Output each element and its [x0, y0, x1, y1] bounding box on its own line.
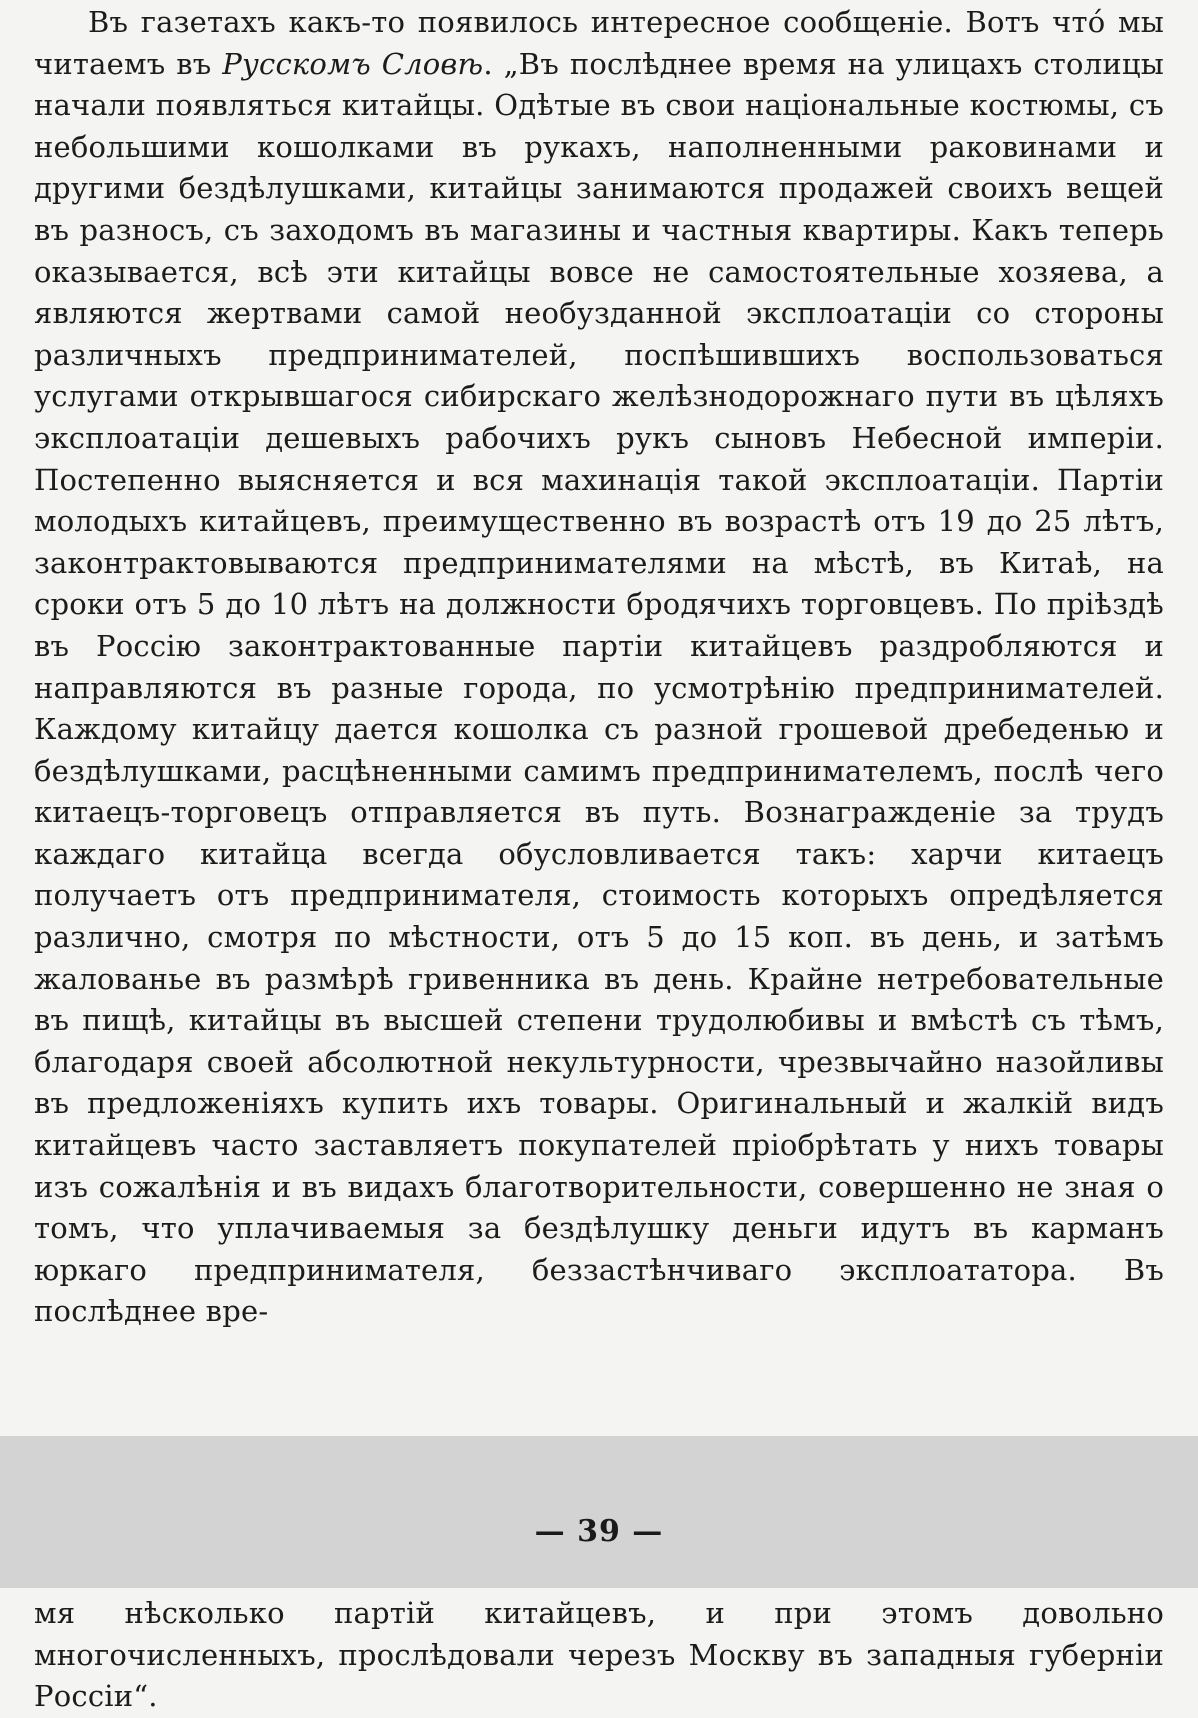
- page-number: — 39 —: [534, 1514, 664, 1549]
- page-break-band: [0, 1436, 1198, 1588]
- continuation-paragraph: мя нѣсколько партій китайцевъ, и при этомъ довольно многочисленныхъ, прослѣдовали черезъ Москву въ западныя губерніи Россіи“.: [34, 1596, 1164, 1714]
- paragraph-intro: Въ газетахъ какъ-то появилось интересное сообщеніе. Вотъ что́ мы читаемъ въ: [34, 5, 1164, 81]
- main-paragraph: [34, 2, 1164, 1333]
- paragraph-body: . „Въ послѣднее время на улицахъ столицы начали появляться китайцы. Одѣтые въ свои національные костюмы, съ небольшими кошолками въ рукахъ, наполненными раковинами и другими бездѣлушками, китайцы занимаются продажей своихъ вещей въ разносъ, съ заходомъ въ магазины и частныя квартиры. Какъ теперь оказывается, всѣ эти китайцы вовсе не самостоятельные хозяева, а являются жертвами самой необузданной эксплоатаціи со стороны различныхъ предпринимателей, поспѣшившихъ воспользоваться услугами открывшагося сибирскаго желѣзнодорожнаго пути въ цѣляхъ эксплоатаціи дешевыхъ рабочихъ рукъ сыновъ Небесной имперіи. Постепенно выясняется и вся махинація такой эксплоатаціи. Партіи молодыхъ китайцевъ, преимущественно въ возрастѣ отъ 19 до 25 лѣтъ, законтрактовываются предпринимателями на мѣстѣ, въ Китаѣ, на сроки отъ 5 до 10 лѣтъ на должности бродячихъ торговцевъ. По пріѣздѣ въ Россію законтрактованные партіи китайцевъ раздробляются и направляются въ разные города, по усмотрѣнію предпринимателей. Каждому китайцу дается кошолка съ разной грошевой дребеденью и бездѣлушками, расцѣненными самимъ предпринимателемъ, послѣ чего китаецъ-торговецъ отправляется въ путь. Вознагражденіе за трудъ каждаго китайца всегда обусловливается такъ: харчи китаецъ получаетъ отъ предпринимателя, стоимость которыхъ опредѣляется различно, смотря по мѣстности, отъ 5 до 15 коп. въ день, и затѣмъ жалованье въ размѣрѣ гривенника въ день. Крайне нетребовательные въ пищѣ, китайцы въ высшей степени трудолюбивы и вмѣстѣ съ тѣмъ, благодаря своей абсолютной некультурности, чрезвычайно назойливы въ предложеніяхъ купить ихъ товары. Оригинальный и жалкій видъ китайцевъ часто заставляетъ покупателей пріобрѣтать у нихъ товары изъ сожалѣнія и въ видахъ благотворительности, совершенно не зная о томъ, что уплачиваемыя за бездѣлушку деньги идутъ въ карманъ юркаго предпринимателя, беззастѣнчиваго эксплоататора. Въ послѣднее вре-: [34, 46, 1164, 1329]
- newspaper-title: Русскомъ Словѣ: [222, 46, 484, 81]
